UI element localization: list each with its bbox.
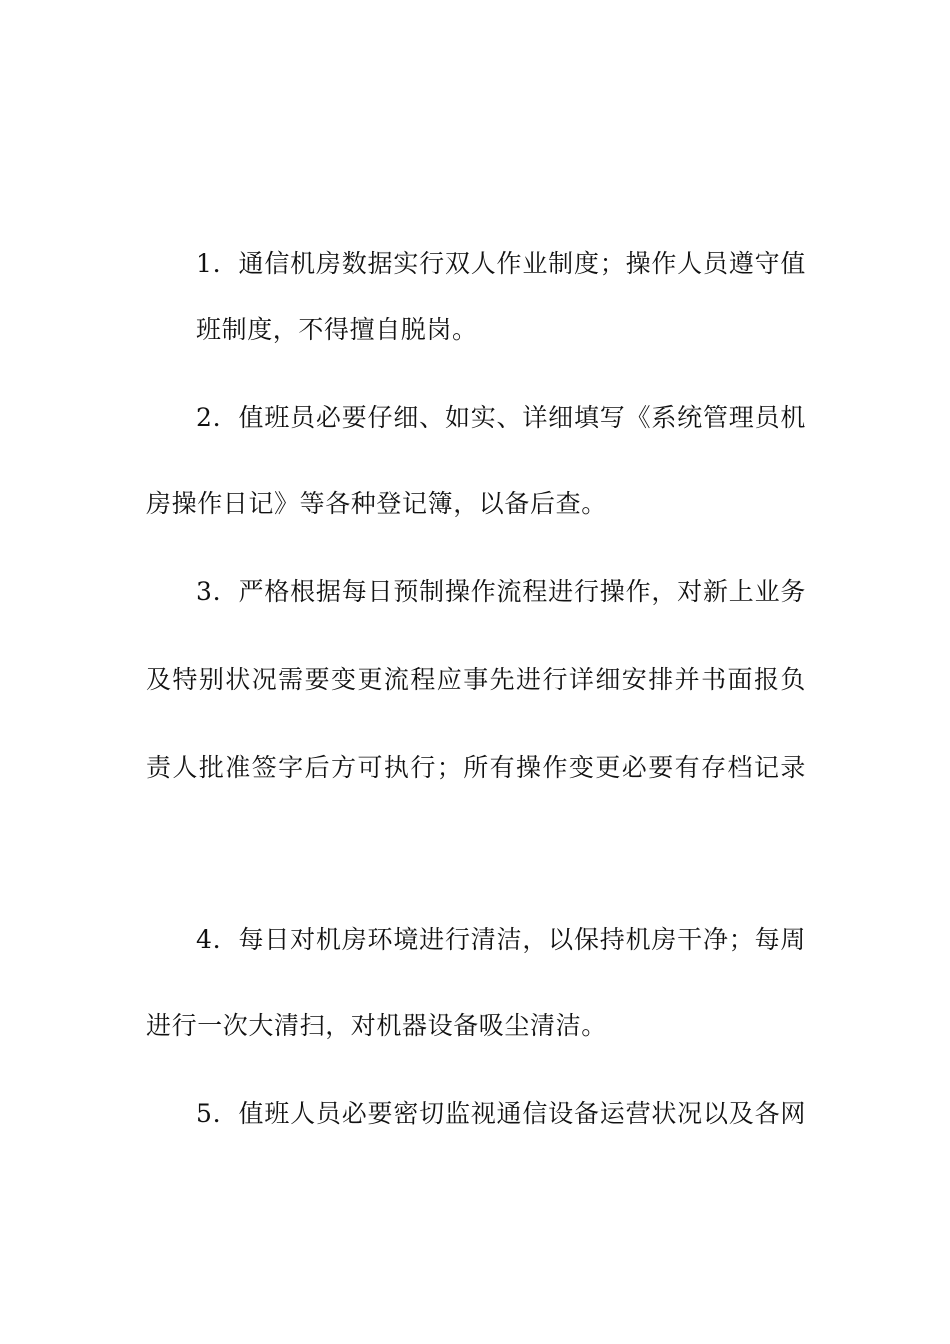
paragraph-3-line-3: 责人批准签字后方可执行；所有操作变更必要有存档记录	[146, 753, 806, 782]
paragraph-2-line-1: 2．值班员必要仔细、如实、详细填写《系统管理员机	[196, 403, 806, 432]
paragraph-4-line-1: 4．每日对机房环境进行清洁，以保持机房干净；每周	[196, 925, 806, 954]
paragraph-3-line-2: 及特别状况需要变更流程应事先进行详细安排并书面报负	[146, 665, 806, 694]
paragraph-3-line-1: 3．严格根据每日预制操作流程进行操作，对新上业务	[196, 577, 806, 606]
paragraph-1-line-1: 1．通信机房数据实行双人作业制度；操作人员遵守值	[196, 249, 806, 278]
paragraph-2-line-2: 房操作日记》等各种登记簿，以备后查。	[146, 489, 607, 518]
paragraph-4-line-2: 进行一次大清扫，对机器设备吸尘清洁。	[146, 1011, 607, 1040]
paragraph-1-line-2: 班制度，不得擅自脱岗。	[196, 315, 478, 344]
paragraph-5-line-1: 5．值班人员必要密切监视通信设备运营状况以及各网	[196, 1099, 806, 1128]
